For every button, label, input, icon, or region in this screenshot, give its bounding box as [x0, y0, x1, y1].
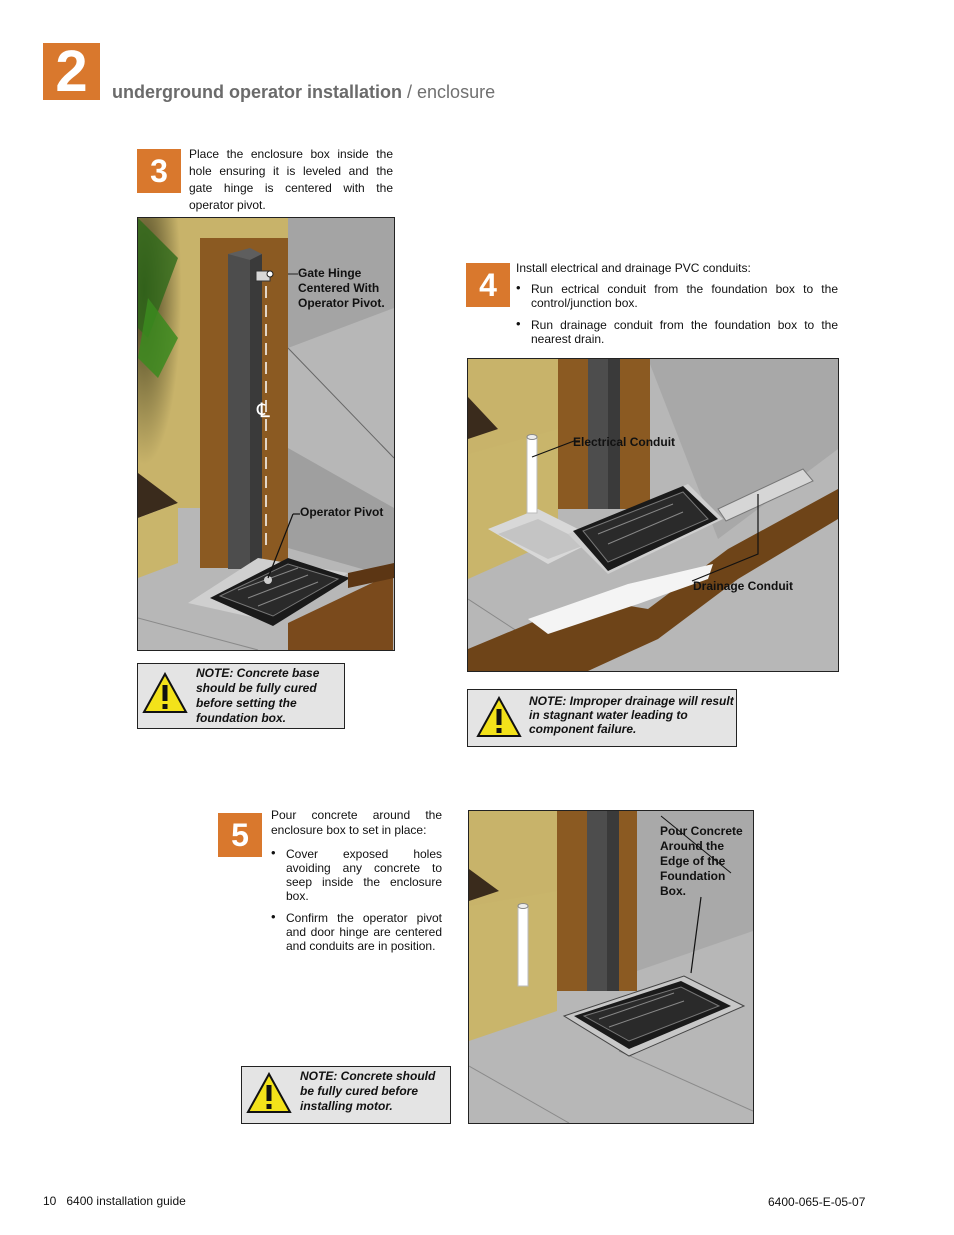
step-5-intro: Pour concrete around the enclosure box to set in place: [271, 808, 442, 837]
warning-icon [246, 1072, 292, 1114]
callout-gate-hinge [298, 266, 385, 311]
step-3-badge: 3 [137, 149, 181, 193]
note-step-3-text: NOTE: Concrete base should be fully cured before setting the foundation box. [196, 666, 320, 725]
note-step-5 [241, 1066, 451, 1124]
step-4-text [516, 260, 838, 346]
step-5-text [271, 808, 442, 953]
centerline-symbol: ℄ [257, 398, 270, 422]
callout-pour-line-2: Around the [660, 839, 724, 853]
footer-left [43, 1194, 186, 1208]
note-step-5-text: NOTE: Concrete should be fully cured before installing motor. [300, 1069, 436, 1113]
step-5-bullet-2: • Confirm the operator pivot and door hinge are centered and conduits are in position. [271, 911, 442, 953]
warning-icon [142, 672, 188, 714]
guide-name: 6400 installation guide [66, 1194, 186, 1208]
callout-gate-hinge-line-3: Operator Pivot. [298, 296, 385, 310]
step-5-badge: 5 [218, 813, 262, 857]
callout-pour-concrete [660, 824, 743, 899]
note-step-3 [137, 663, 345, 729]
callout-pour-line-5: Box. [660, 884, 687, 898]
page-title-sub: enclosure [417, 82, 496, 102]
callout-pour-line-3: Edge of the [660, 854, 726, 868]
step-3-text: Place the enclosure box inside the hole ensuring it is leveled and the gate hinge is centered with the operator pivot. [189, 147, 393, 212]
chapter-number-badge: 2 [43, 43, 100, 100]
step-4-bullet-1: • Run ectrical conduit from the foundation box to the control/junction box. [516, 282, 838, 310]
callout-gate-hinge-line-1: Gate Hinge [298, 266, 362, 280]
callout-gate-hinge-line-2: Centered With [298, 281, 380, 295]
step-4-bullet-2: • Run drainage conduit from the foundation box to the nearest drain. [516, 318, 838, 346]
page-title [112, 82, 495, 103]
step-5-bullet-1: • Cover exposed holes avoiding any concrete to seep inside the enclosure box. [271, 847, 442, 903]
step-4-intro: Install electrical and drainage PVC conduits: [516, 261, 751, 275]
step-4-figure [467, 358, 839, 672]
step-4-badge: 4 [466, 263, 510, 307]
step-4-illustration [468, 359, 838, 671]
callout-electrical-conduit: Electrical Conduit [573, 435, 676, 449]
callout-operator-pivot: Operator Pivot [300, 505, 384, 519]
note-step-4-text: NOTE: Improper drainage will result in stagnant water leading to component failure. [529, 694, 734, 736]
warning-icon [476, 696, 522, 738]
note-step-4 [467, 689, 737, 747]
doc-code: 6400-065-E-05-07 [768, 1195, 866, 1209]
callout-pour-line-1: Pour Concrete [660, 824, 743, 838]
page-number: 10 [43, 1194, 57, 1208]
page-title-main: underground operator installation [112, 82, 403, 102]
page-title-separator: / [402, 82, 418, 102]
callout-pour-line-4: Foundation [660, 869, 726, 883]
callout-drainage-conduit: Drainage Conduit [693, 579, 794, 593]
